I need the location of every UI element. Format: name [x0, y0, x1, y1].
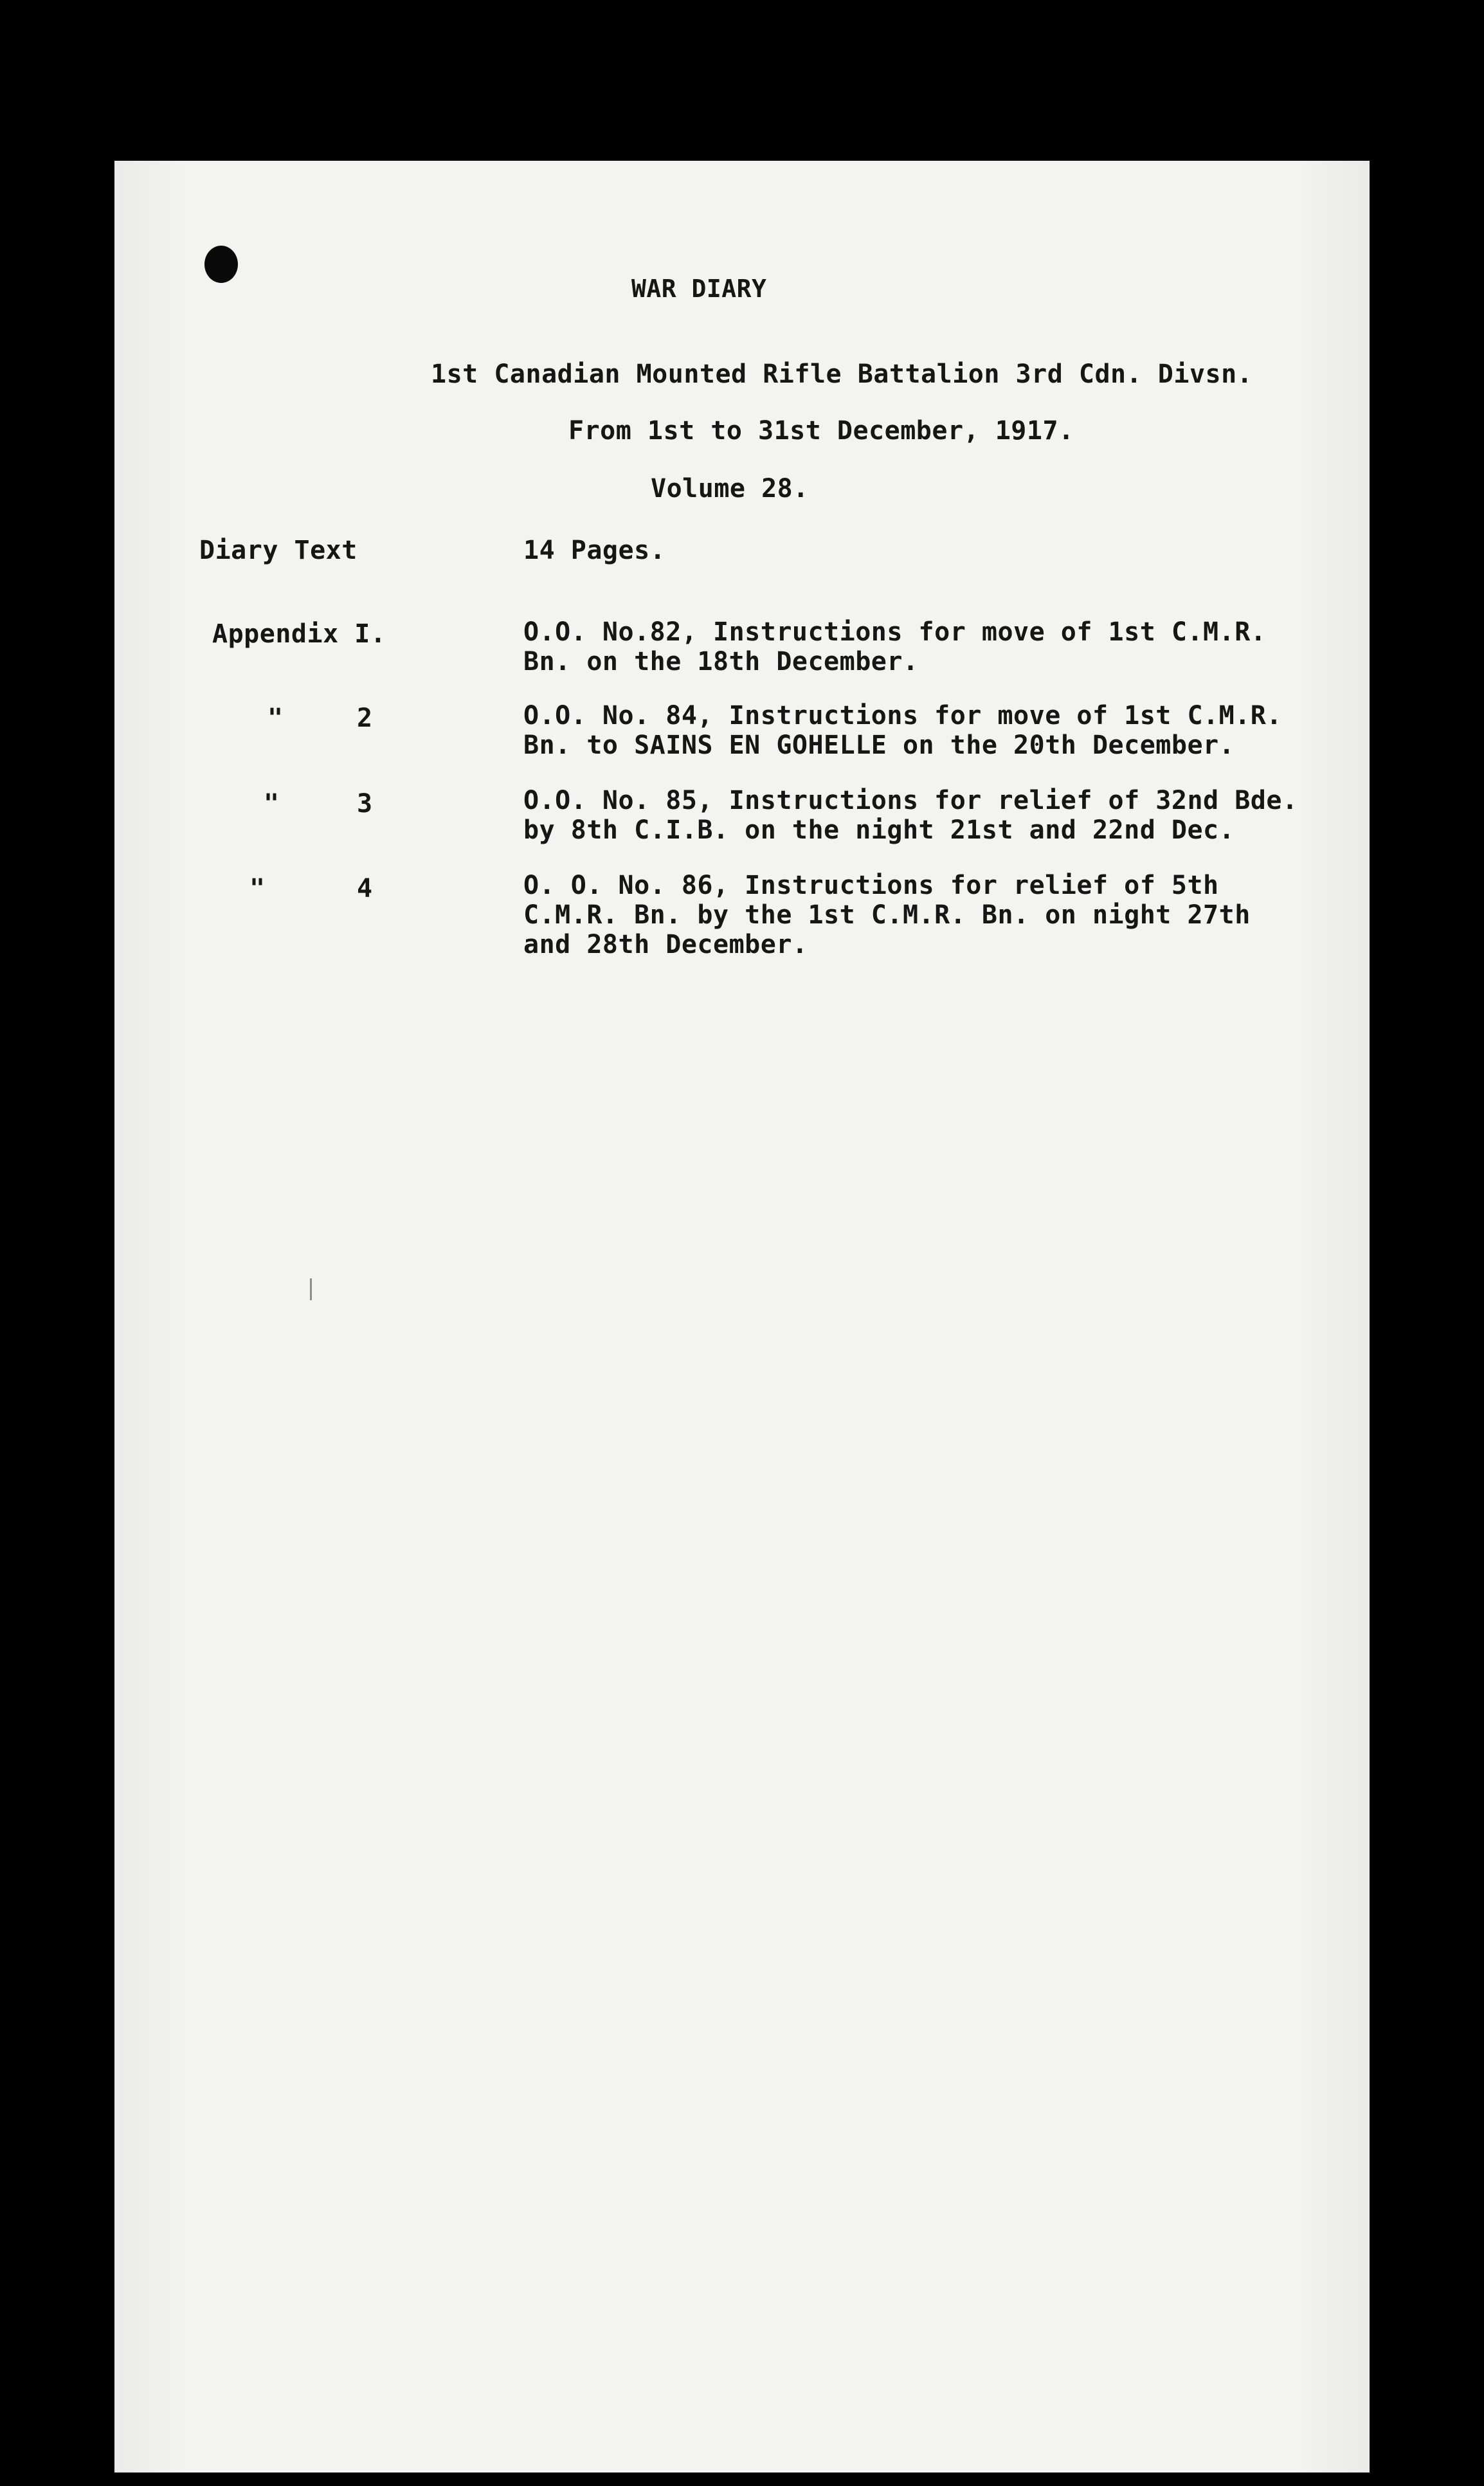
appendix-2-ditto: "	[267, 703, 284, 733]
appendix-4-line-1: O. O. No. 86, Instructions for relief of 5th	[523, 871, 1219, 900]
appendix-1-text	[523, 617, 1266, 676]
appendix-3-number: 3	[357, 789, 373, 819]
appendix-2-line-2: Bn. to SAINS EN GOHELLE on the 20th December.	[523, 730, 1235, 760]
appendix-3-text	[523, 786, 1298, 845]
unit-line: 1st Canadian Mounted Rifle Battalion 3rd Cdn. Divsn.	[431, 359, 1253, 389]
appendix-4-number: 4	[357, 874, 373, 903]
paper-sheet	[114, 161, 1370, 2472]
appendix-1-line-2: Bn. on the 18th December.	[523, 647, 919, 676]
period-line: From 1st to 31st December, 1917.	[568, 416, 1074, 446]
appendix-1-label: Appendix I.	[212, 619, 386, 649]
volume-line: Volume 28.	[651, 474, 809, 504]
appendix-2-text	[523, 701, 1282, 760]
appendix-3-ditto: "	[264, 789, 280, 819]
appendix-4-line-3: and 28th December.	[523, 930, 808, 959]
appendix-2-line-1: O.O. No. 84, Instructions for move of 1st C.M.R.	[523, 701, 1282, 730]
appendix-4-text	[523, 871, 1251, 959]
diary-text-pages: 14 Pages.	[523, 536, 666, 565]
appendix-3-line-1: O.O. No. 85, Instructions for relief of 32nd Bde.	[523, 786, 1298, 815]
appendix-4-ditto: "	[249, 874, 266, 903]
appendix-4-line-2: C.M.R. Bn. by the 1st C.M.R. Bn. on night 27th	[523, 900, 1251, 930]
appendix-1-line-1: O.O. No.82, Instructions for move of 1st C.M.R.	[523, 617, 1267, 647]
document-heading: WAR DIARY	[631, 275, 767, 303]
appendix-3-line-2: by 8th C.I.B. on the night 21st and 22nd Dec.	[523, 815, 1235, 845]
paper-mark	[310, 1278, 312, 1300]
punch-hole	[204, 246, 238, 283]
diary-text-label: Diary Text	[199, 536, 357, 565]
appendix-2-number: 2	[357, 703, 373, 733]
